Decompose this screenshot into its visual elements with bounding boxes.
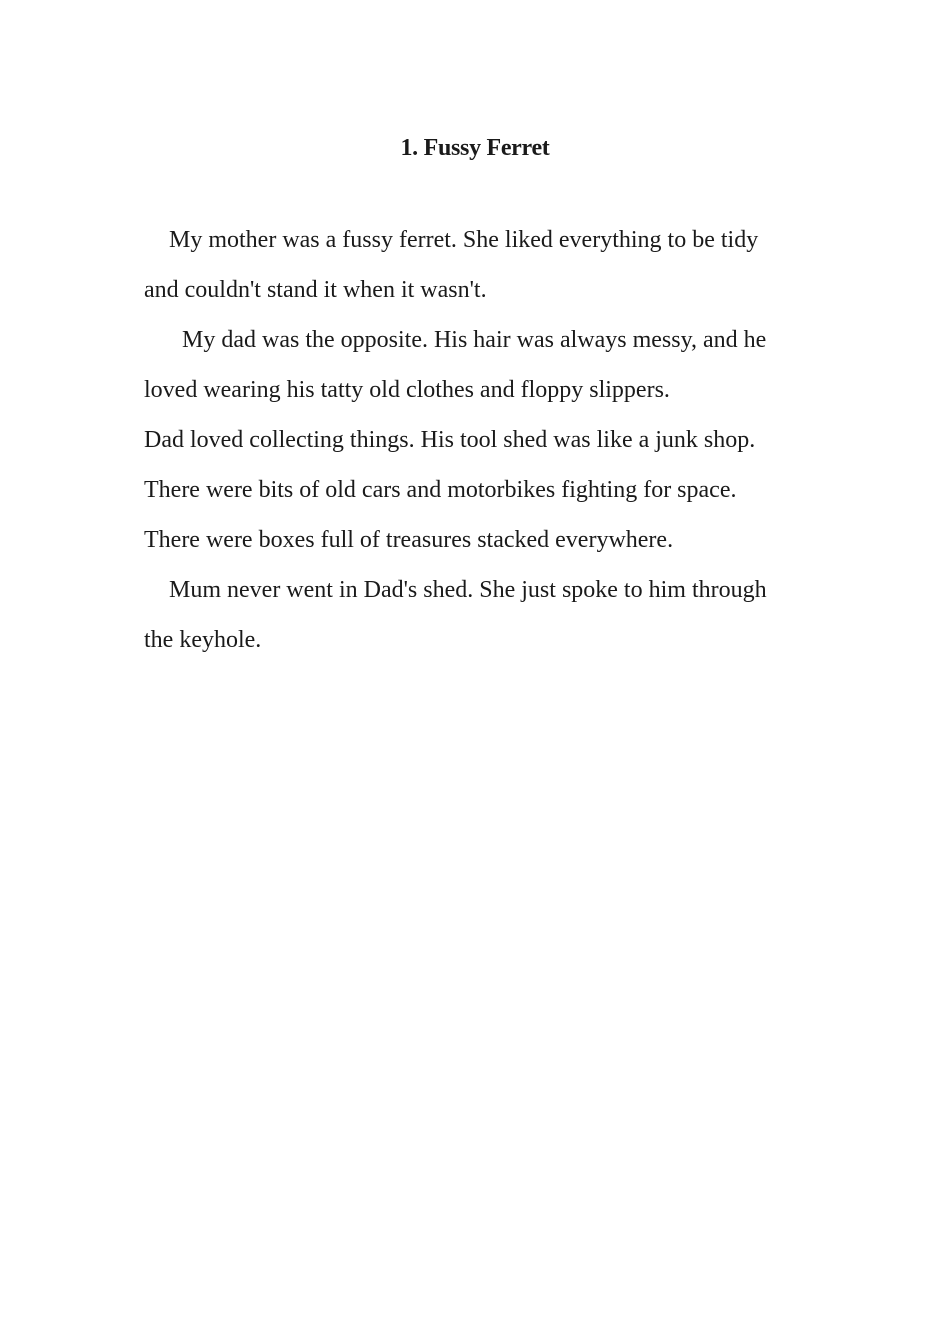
paragraph-line: My dad was the opposite. His hair was always messy, and he <box>182 327 767 353</box>
paragraph-line: My mother was a fussy ferret. She liked everything to be tidy <box>169 227 759 253</box>
story-body <box>144 215 844 665</box>
paragraph-line: the keyhole. <box>144 627 262 653</box>
paragraph-line: There were boxes full of treasures stacked everywhere. <box>144 527 674 553</box>
paragraph-line: There were bits of old cars and motorbikes fighting for space. <box>144 477 737 503</box>
page-title: 1. Fussy Ferret <box>400 135 550 161</box>
paragraph-line: loved wearing his tatty old clothes and floppy slippers. <box>144 377 670 403</box>
paragraph-line: Mum never went in Dad's shed. She just spoke to him through <box>169 577 767 603</box>
paragraph-line: and couldn't stand it when it wasn't. <box>144 277 487 303</box>
paragraph-line: Dad loved collecting things. His tool shed was like a junk shop. <box>144 427 756 453</box>
